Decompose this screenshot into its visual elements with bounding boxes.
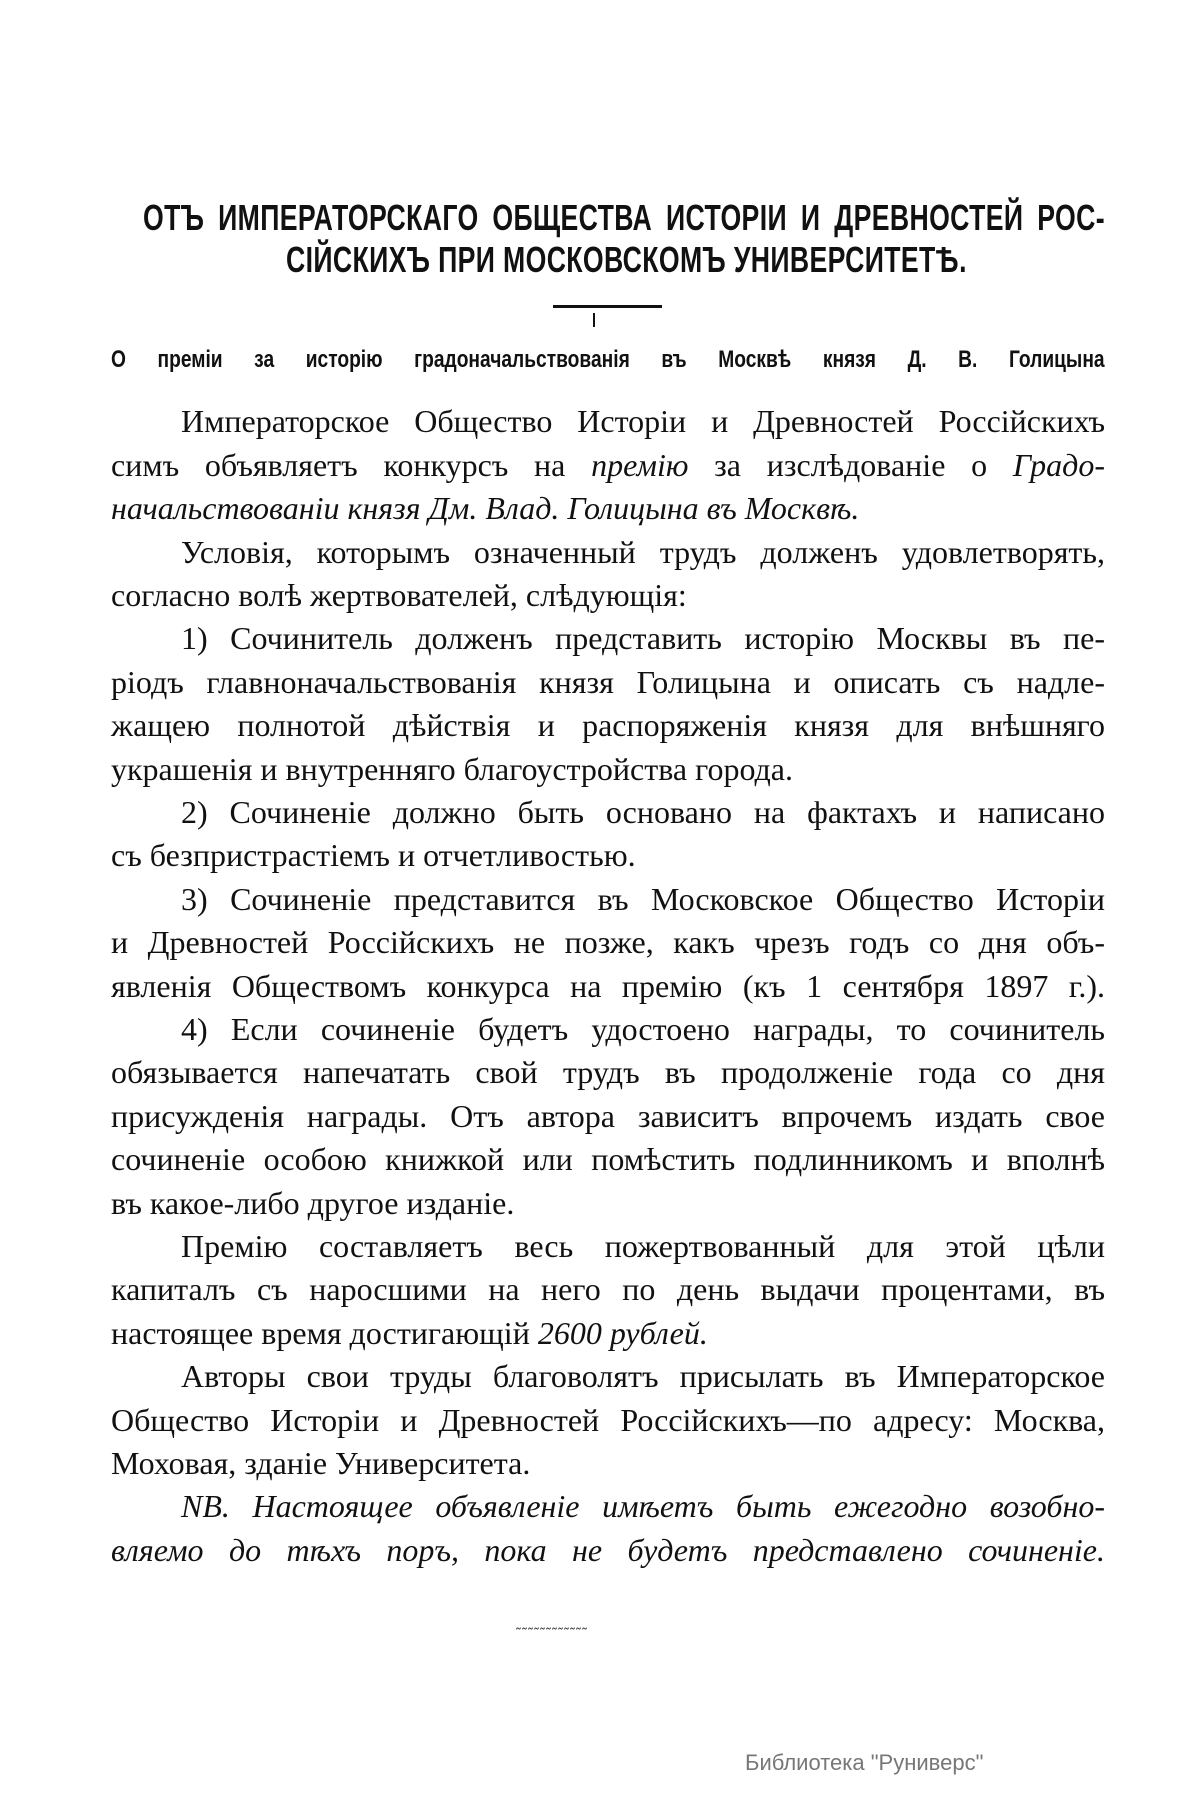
end-ornament: ˷˷˷˷˷˷˷˷˷˷˷˷ xyxy=(515,1615,587,1631)
text-line xyxy=(111,1051,1105,1094)
text-line xyxy=(111,444,1105,487)
italic-text: Градо- xyxy=(1012,446,1105,483)
text-line xyxy=(111,965,1105,1008)
italic-text: премію xyxy=(591,446,689,483)
text-segment: съ безпристрастіемъ и отчетливостью. xyxy=(111,837,636,874)
title-line-1: ОТЪ ИМПЕРАТОРСКАГО ОБЩЕСТВА ИСТОРІИ И ДРЕВНОСТЕЙ РОС- xyxy=(143,197,1105,238)
italic-text: начальствованіи князя Дм. Влад. Голицына въ Москвѣ. xyxy=(111,490,860,527)
text-segment: капиталъ съ наросшими на него по день выдачи процентами, въ xyxy=(111,1271,1105,1308)
text-line xyxy=(111,704,1105,747)
text-segment: и Древностей Россійскихъ не позже, какъ чрезъ годъ со дня объ- xyxy=(111,924,1105,961)
text-segment: сочиненіе особою книжкой или помѣстить подлинникомъ и вполнѣ xyxy=(111,1141,1105,1178)
text-segment: симъ объявляетъ конкурсъ на xyxy=(111,446,592,483)
text-line xyxy=(181,1355,1105,1398)
text-segment: ріодъ главноначальствованія князя Голицына и описать съ надле- xyxy=(111,663,1105,700)
text-segment: Премію составляетъ весь пожертвованный для этой цѣли xyxy=(181,1227,1105,1264)
document-subtitle: О преміи за исторію градоначальствованія въ Москвѣ князя Д. В. Голицына xyxy=(111,346,1105,373)
text-segment: жащею полнотой дѣйствія и распоряженія князя для внѣшняго xyxy=(111,707,1105,744)
text-segment: присужденія награды. Отъ автора зависитъ впрочемъ издать свое xyxy=(111,1097,1105,1134)
text-segment: Моховая, зданіе Университета. xyxy=(111,1444,531,1481)
text-line xyxy=(111,661,1105,704)
text-segment: за изслѣдованіе о xyxy=(688,446,1013,483)
text-segment: явленія Обществомъ конкурса на премію (къ 1 сентября 1897 г.). xyxy=(111,967,1105,1004)
text-line xyxy=(111,1529,1105,1572)
text-line xyxy=(181,531,1105,574)
italic-text: 2600 рублей. xyxy=(537,1314,708,1351)
text-segment: обязывается напечатать свой трудъ въ продолженіе года со дня xyxy=(111,1054,1105,1091)
text-line xyxy=(181,1008,1105,1051)
text-line xyxy=(181,400,1105,443)
text-line xyxy=(181,878,1105,921)
text-segment: Общество Исторіи и Древностей Россійскихъ—по адресу: Москва, xyxy=(111,1401,1105,1438)
divider-rule xyxy=(553,305,662,308)
text-line xyxy=(111,921,1105,964)
text-segment: Авторы свои труды благоволятъ присылать въ Императорское xyxy=(181,1358,1105,1395)
text-line xyxy=(111,1399,1105,1442)
text-segment: 2) Сочиненіе должно быть основано на фактахъ и написано xyxy=(181,793,1105,830)
text-line xyxy=(111,1138,1105,1181)
text-line xyxy=(181,791,1105,834)
title-line-2: СІЙСКИХЪ ПРИ МОСКОВСКОМЪ УНИВЕРСИТЕТѢ. xyxy=(286,239,967,280)
text-line xyxy=(111,574,1105,617)
text-segment: настоящее время достигающій xyxy=(111,1314,538,1351)
text-segment: согласно волѣ жертвователей, слѣдующія: xyxy=(111,576,687,613)
text-line xyxy=(111,1442,1105,1485)
text-line xyxy=(111,1095,1105,1138)
divider-tick xyxy=(593,313,595,327)
italic-text: вляемо до тѣхъ поръ, пока не будетъ представлено сочиненіе. xyxy=(111,1531,1105,1568)
text-segment: Условія, которымъ означенный трудъ долженъ удовлетворять, xyxy=(181,533,1105,570)
text-line xyxy=(111,1268,1105,1311)
text-segment: 4) Если сочиненіе будетъ удостоено награды, то сочинитель xyxy=(181,1010,1105,1047)
text-line xyxy=(181,1485,1105,1528)
text-line xyxy=(111,1182,1105,1225)
text-segment: украшенія и внутренняго благоустройства города. xyxy=(111,750,793,787)
library-watermark: Библиотека "Руниверс" xyxy=(745,1750,984,1775)
text-line xyxy=(181,1225,1105,1268)
text-line xyxy=(111,487,1105,530)
text-line xyxy=(181,617,1105,660)
text-line xyxy=(111,834,1105,877)
text-segment: 1) Сочинитель долженъ представить исторію Москвы въ пе- xyxy=(181,620,1105,657)
text-line xyxy=(111,748,1105,791)
text-segment: въ какое-либо другое изданіе. xyxy=(111,1184,515,1221)
italic-text: NB. Настоящее объявленіе имѣетъ быть ежегодно возобно- xyxy=(181,1488,1105,1525)
text-line xyxy=(111,1312,1105,1355)
text-segment: 3) Сочиненіе представится въ Московское Общество Исторіи xyxy=(181,880,1105,917)
text-segment: Императорское Общество Исторіи и Древностей Россійскихъ xyxy=(181,403,1105,440)
